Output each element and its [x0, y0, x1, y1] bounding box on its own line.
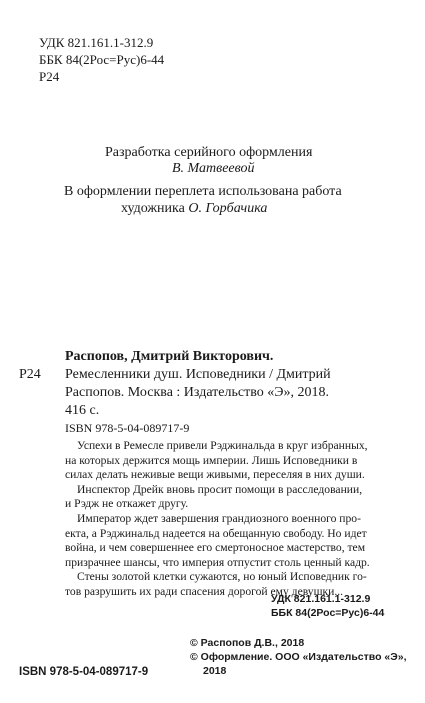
abstract-line: на которых держится мощь империи. Лишь Исповедники в [65, 453, 358, 467]
record-imprint-line: Распопов. Москва : Издательство «Э», 2018. [65, 385, 329, 400]
abstract-line: призрачнее шансы, что империя отпустит столь ценный кадр. [65, 555, 370, 569]
series-design-line: Разработка серийного оформления [105, 145, 313, 160]
cover-artist-line: художника О. Горбачика [121, 201, 268, 216]
abstract-text [65, 439, 410, 600]
record-title-line: Ремесленники душ. Исповедники / Дмитрий [65, 367, 331, 382]
abstract-line: Инспектор Дрейк вновь просит помощи в расследовании, [77, 482, 363, 496]
udk-code: УДК 821.161.1-312.9 [39, 35, 154, 50]
abstract-line: война, и чем совершеннее его смертоносное мастерство, тем [65, 541, 366, 555]
abstract-line: и Рэдж не откажет другу. [65, 497, 189, 511]
record-pages: 416 с. [65, 403, 100, 418]
bottom-bbk-code: ББК 84(2Рос=Рус)6-44 [271, 607, 385, 619]
abstract-line: силах делать неживые вещи живыми, переселяя в них души. [65, 468, 365, 482]
copyright-author: © Распопов Д.В., 2018 [190, 637, 305, 649]
copyright-design: © Оформление. ООО «Издательство «Э», [190, 651, 407, 663]
record-isbn: ISBN 978-5-04-089717-9 [65, 421, 190, 435]
footer-isbn: ISBN 978-5-04-089717-9 [19, 666, 149, 678]
author-heading: Распопов, Дмитрий Викторович. [65, 349, 274, 364]
author-mark: Р24 [39, 69, 60, 84]
copyright-year: 2018 [203, 665, 227, 677]
cover-credit-line: В оформлении переплета использована работа [64, 184, 342, 199]
abstract-line: тов разрушить их ради спасения дорогой ему девушки... [65, 584, 344, 598]
abstract-line: Император ждет завершения грандиозного военного про- [77, 511, 361, 525]
abstract-line: Стены золотой клетки сужаются, но юный Исповедник го- [77, 570, 367, 584]
series-design-name: В. Матвеевой [172, 161, 255, 176]
bottom-udk-code: УДК 821.161.1-312.9 [271, 593, 371, 605]
abstract-line: Успехи в Ремесле привели Рэджинальда в круг избранных, [77, 439, 368, 452]
abstract-line: екта, а Рэджинальд надеется на обещанную свободу. Но идет [65, 526, 367, 540]
record-author-mark: Р24 [19, 367, 41, 382]
bbk-code: ББК 84(2Рос=Рус)6-44 [39, 52, 165, 67]
